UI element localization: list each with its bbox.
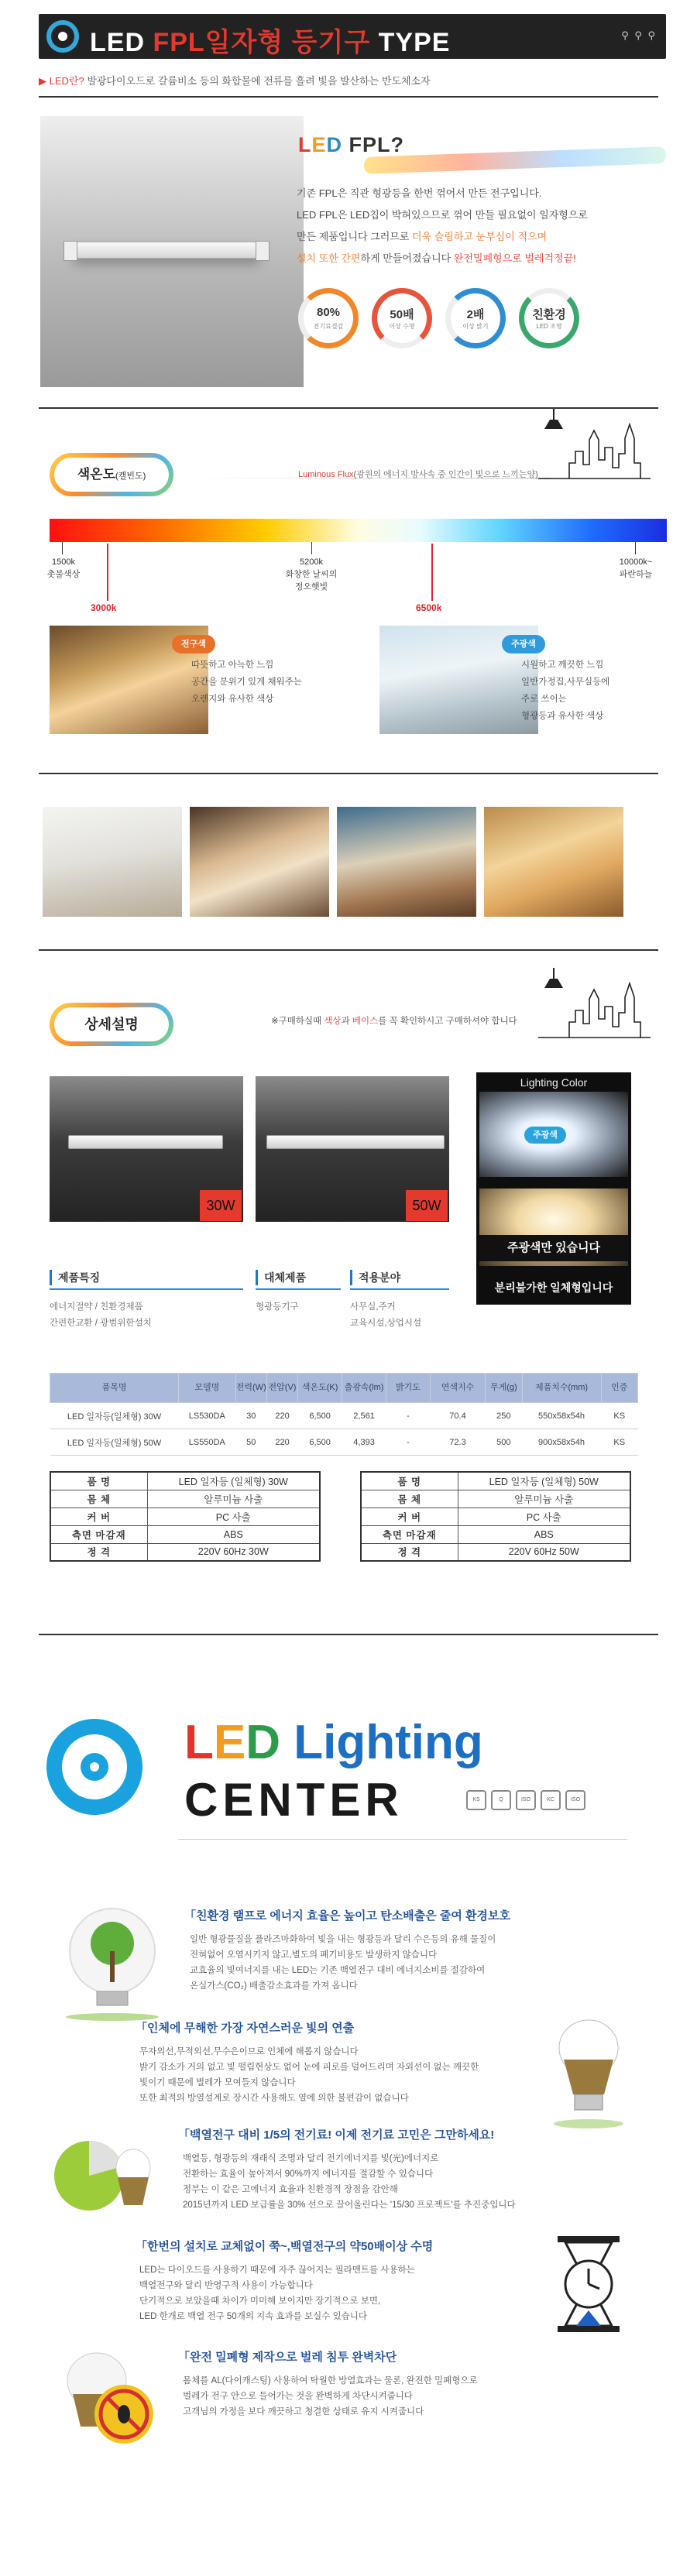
- cert-ks-icon: KS: [466, 1790, 486, 1810]
- table-row: 측면 마감재 ABS: [361, 1525, 630, 1543]
- table-row: 품 명 LED 일자등 (일체형) 50W: [361, 1472, 630, 1490]
- tick-10000k-label: 10000k~ 파란하늘: [619, 557, 653, 579]
- luminous-flux-caption: Luminous Flux(광원의 에너지 방사속 중 인간이 빛으로 느끼는양): [298, 470, 538, 479]
- spec-header-row: 품목명 모델명 전력(W) 전압(V) 색온도(K) 출광속(lm) 밝기도 연색지수 무게(g) 제품치수(mm) 인증: [50, 1374, 638, 1403]
- badge-eco: 친환경 LED 조명: [519, 288, 579, 348]
- tick-10000k: [635, 542, 636, 554]
- badge-lifespan: 50배 이상 수명: [372, 288, 432, 348]
- feature-heading: 제품특징: [50, 1270, 100, 1285]
- lamp-city-icon: [538, 409, 651, 480]
- led-definition: ▶ LED란? 발광다이오드로 갈륨비소 등의 화합물에 전류를 흘려 빛을 발산하는 반도체소자: [39, 75, 431, 87]
- table-row: 몸 체 알루미늄 사출: [50, 1490, 320, 1508]
- gallery-photo-living: [190, 807, 329, 917]
- application-text: 사무실,주거 교육시설,상업시설: [350, 1302, 422, 1328]
- divider: [178, 1839, 627, 1840]
- spec-table-30w: [50, 1471, 321, 1562]
- fpl-description: 기존 FPL은 직관 형광등을 한번 꺾어서 만든 전구입니다. LED FPL은 LED칩이 박혀있으므로 꺾어 만들 필요없이 일자형으로 만든 제품입니다 그러므로 더욱 슬림하고 눈부심이 적으며 설치 또한 간편하게 만들어졌습니다 완전밀폐형으로 벌레걱정끝!: [297, 187, 588, 264]
- badge-brightness: 2배 이상 밝기: [445, 288, 506, 348]
- no-bugs-bulb-icon: [46, 2346, 163, 2462]
- tag-cool: 주광색: [502, 635, 545, 653]
- cert-iso-icon: ISO: [516, 1790, 536, 1810]
- watt-50-label: 50W: [406, 1190, 448, 1221]
- gallery-photo-kitchen: [43, 807, 182, 917]
- spec-table: [50, 1373, 638, 1456]
- product-30w-lamp: [68, 1135, 223, 1149]
- application-heading: 적용분야: [350, 1270, 400, 1285]
- page-title: LED FPL일자형 등기구 TYPE: [90, 28, 451, 57]
- hourglass-clock-icon: [542, 2230, 635, 2338]
- feature-underline: [50, 1288, 243, 1290]
- color-temperature-spectrum: [50, 519, 667, 542]
- tick-1500k-label: 1500k 촛불색상: [46, 557, 81, 579]
- brand-logo-icon: [46, 20, 79, 53]
- lamp-illustration: [74, 242, 259, 259]
- gallery-photo-bedroom: [337, 807, 476, 917]
- gallery-photo-hotel: [484, 807, 623, 917]
- warm-description: 따뜻하고 아늑한 느낌 공간을 분위기 있게 채워주는 오렌지와 유사한 색상: [191, 660, 302, 704]
- marker-3000k-arrow: [107, 544, 108, 601]
- marker-3000k-label: 3000k: [91, 602, 117, 613]
- lamp-city-icon: [538, 968, 651, 1039]
- product-50w-lamp: [266, 1135, 445, 1149]
- feature-3-title: 「 백열전구 대비 1/5의 전기료! 이제 전기료 고민은 그만하세요!: [178, 2126, 494, 2142]
- feature-4-title: 「 한번의 설치로 교체없이 쭉~,백열전구의 약50배이상 수명: [136, 2238, 433, 2254]
- table-row: 품 명 LED 일자등 (일체형) 30W: [50, 1472, 320, 1490]
- daylight-badge: 주광색: [524, 1127, 566, 1144]
- feature-1-body: 일반 형광물질을 플라즈마화하여 빛을 내는 형광등과 달리 수은등의 유해 물질이 전혀없어 오염시키지 않고,별도의 폐기비용도 발생하지 않습니다 교효율의 빛여너지를 내는 LED는 기존 백열전구 대비 에너지소비를 절감하여 온실가스(CO₂) 배출감소효과를 가져 옵니다: [190, 1935, 496, 1991]
- eco-bulb-tree-icon: [46, 1905, 178, 2021]
- feature-4-body: LED는 다이오드를 사용하기 때문에 자주 끊어지는 필라멘트를 사용하는 백열전구와 달리 반영구적 사용이 가능합니다 단기적으로 보았을때 차이가 미미해 보이지만 장기적으로 보면, LED 한개로 백열 전구 50개의 지속 효과를 보실수 있습니다: [139, 2266, 415, 2321]
- integrated-type-message: 분리불가한 일체형입니다: [494, 1281, 613, 1294]
- rainbow-decoration: [364, 146, 666, 174]
- tick-5200k: [311, 542, 312, 554]
- led-bulb-icon: [542, 2017, 635, 2133]
- replacement-underline: [256, 1288, 341, 1290]
- table-row: 커 버 PC 사출: [50, 1508, 320, 1525]
- tag-warm: 전구색: [172, 635, 215, 653]
- table-row: 정 격 220V 60Hz 30W: [50, 1543, 320, 1561]
- marker-6500k-label: 6500k: [416, 602, 442, 613]
- divider: [39, 96, 658, 98]
- replacement-text: 형광등기구: [256, 1302, 299, 1312]
- table-row: LED 일자등(일체형) 50W LS550DA 50 220 6,500 4,393 - 72.3 500 900x58x54h KS: [50, 1429, 638, 1456]
- table-row: 측면 마감재 ABS: [50, 1525, 320, 1543]
- feature-2-title: 「 인체에 무해한 가장 자연스러운 빛의 연출: [136, 2019, 354, 2036]
- brand-name-center: CENTER: [184, 1774, 403, 1826]
- replacement-heading: 대체제품: [256, 1270, 306, 1285]
- daylight-only-message: 주광색만 있습니다: [479, 1235, 628, 1261]
- feature-3-body: 백열등, 형광등의 재래식 조명과 달리 전기에너지를 빛(光)에너지로 전환하는 효율이 높아져서 90%까지 에너지를 절감할 수 있습니다 정부는 이 같은 고에너지 효율과 친환경적 장점을 감안해 2015년까지 LED 보급률을 30% 선으로 끌어올린다는 '15/30 프로젝트'를 추진중입니다: [183, 2154, 516, 2210]
- cert-iso2-icon: ISO: [565, 1790, 585, 1810]
- table-row: 커 버 PC 사출: [361, 1508, 630, 1525]
- badge-power-saving: 80% 전기료절감: [298, 288, 359, 348]
- brand-name-led-lighting: LED Lighting: [184, 1716, 483, 1769]
- cool-description: 시원하고 깨끗한 느낌 일반가정집,사무실등에 주로 쓰이는 형광등과 유사한 색상: [521, 660, 610, 721]
- divider: [39, 773, 658, 774]
- table-row: 몸 체 알루미늄 사출: [361, 1490, 630, 1508]
- application-underline: [350, 1288, 449, 1290]
- watt-30-label: 30W: [200, 1190, 242, 1221]
- tick-5200k-label: 5200k 화창한 날씨의 정오햇빛: [285, 557, 338, 592]
- feature-5-title: 「 완전 밀폐형 제작으로 벌레 침투 완벽차단: [178, 2348, 397, 2365]
- divider: [39, 949, 658, 951]
- feature-text: 에너지절약 / 친환경제품 간편한교환 / 광범위한설치: [50, 1302, 152, 1328]
- color-temp-heading: 색온도(캘빈도): [54, 458, 169, 492]
- feature-5-body: 몸체를 AL(다이캐스팅) 사용하여 탁월한 방열효과는 물론, 완전한 밀폐형으로 벌레가 전구 안으로 들어가는 것을 완벽하게 차단시켜줍니다 고객님의 가정을 보다 깨끗하고 청결한 상태로 유지 시켜줍니다: [183, 2376, 478, 2417]
- marker-6500k-arrow: [431, 544, 433, 601]
- detail-heading: 상세설명: [54, 1007, 169, 1041]
- fpl-heading: LED FPL?: [298, 133, 405, 156]
- energy-saving-chart-icon: [46, 2122, 163, 2238]
- purchase-notice: ※구매하실때 색상과 베이스를 꼭 확인하시고 구매하셔야 합니다: [271, 1017, 517, 1026]
- lighting-color-title: Lighting Color: [520, 1076, 588, 1089]
- cert-kc-icon: KC: [541, 1790, 561, 1810]
- led-center-logo-icon: [46, 1719, 142, 1815]
- feature-2-body: 무자외선,무적외선,무수은이므로 인체에 해롭지 않습니다 밝기 감소가 거의 없고 빛 떨림현상도 없어 눈에 피로를 덜어드리며 자외선이 없는 깨끗한 빛이기 때문에 벌레가 모여들지 않습니다 또한 최적의 방열설계로 장시간 사용해도 열에 의한 불편감이 없습니다: [139, 2047, 479, 2103]
- page-header: [39, 14, 666, 59]
- spec-table-50w: [360, 1471, 631, 1562]
- table-row: LED 일자등(일체형) 30W LS530DA 30 220 6,500 2,561 - 70.4 250 550x58x54h KS: [50, 1403, 638, 1429]
- feature-1-title: 「 친환경 램프로 에너지 효율은 높이고 탄소배출은 줄여 환경보호: [184, 1907, 510, 1923]
- table-row: 정 격 220V 60Hz 50W: [361, 1543, 630, 1561]
- divider: [39, 1634, 658, 1635]
- tick-1500k: [62, 542, 63, 554]
- bulb-icons: ⚲ ⚲ ⚲: [621, 29, 657, 41]
- cert-q-icon: Q: [491, 1790, 511, 1810]
